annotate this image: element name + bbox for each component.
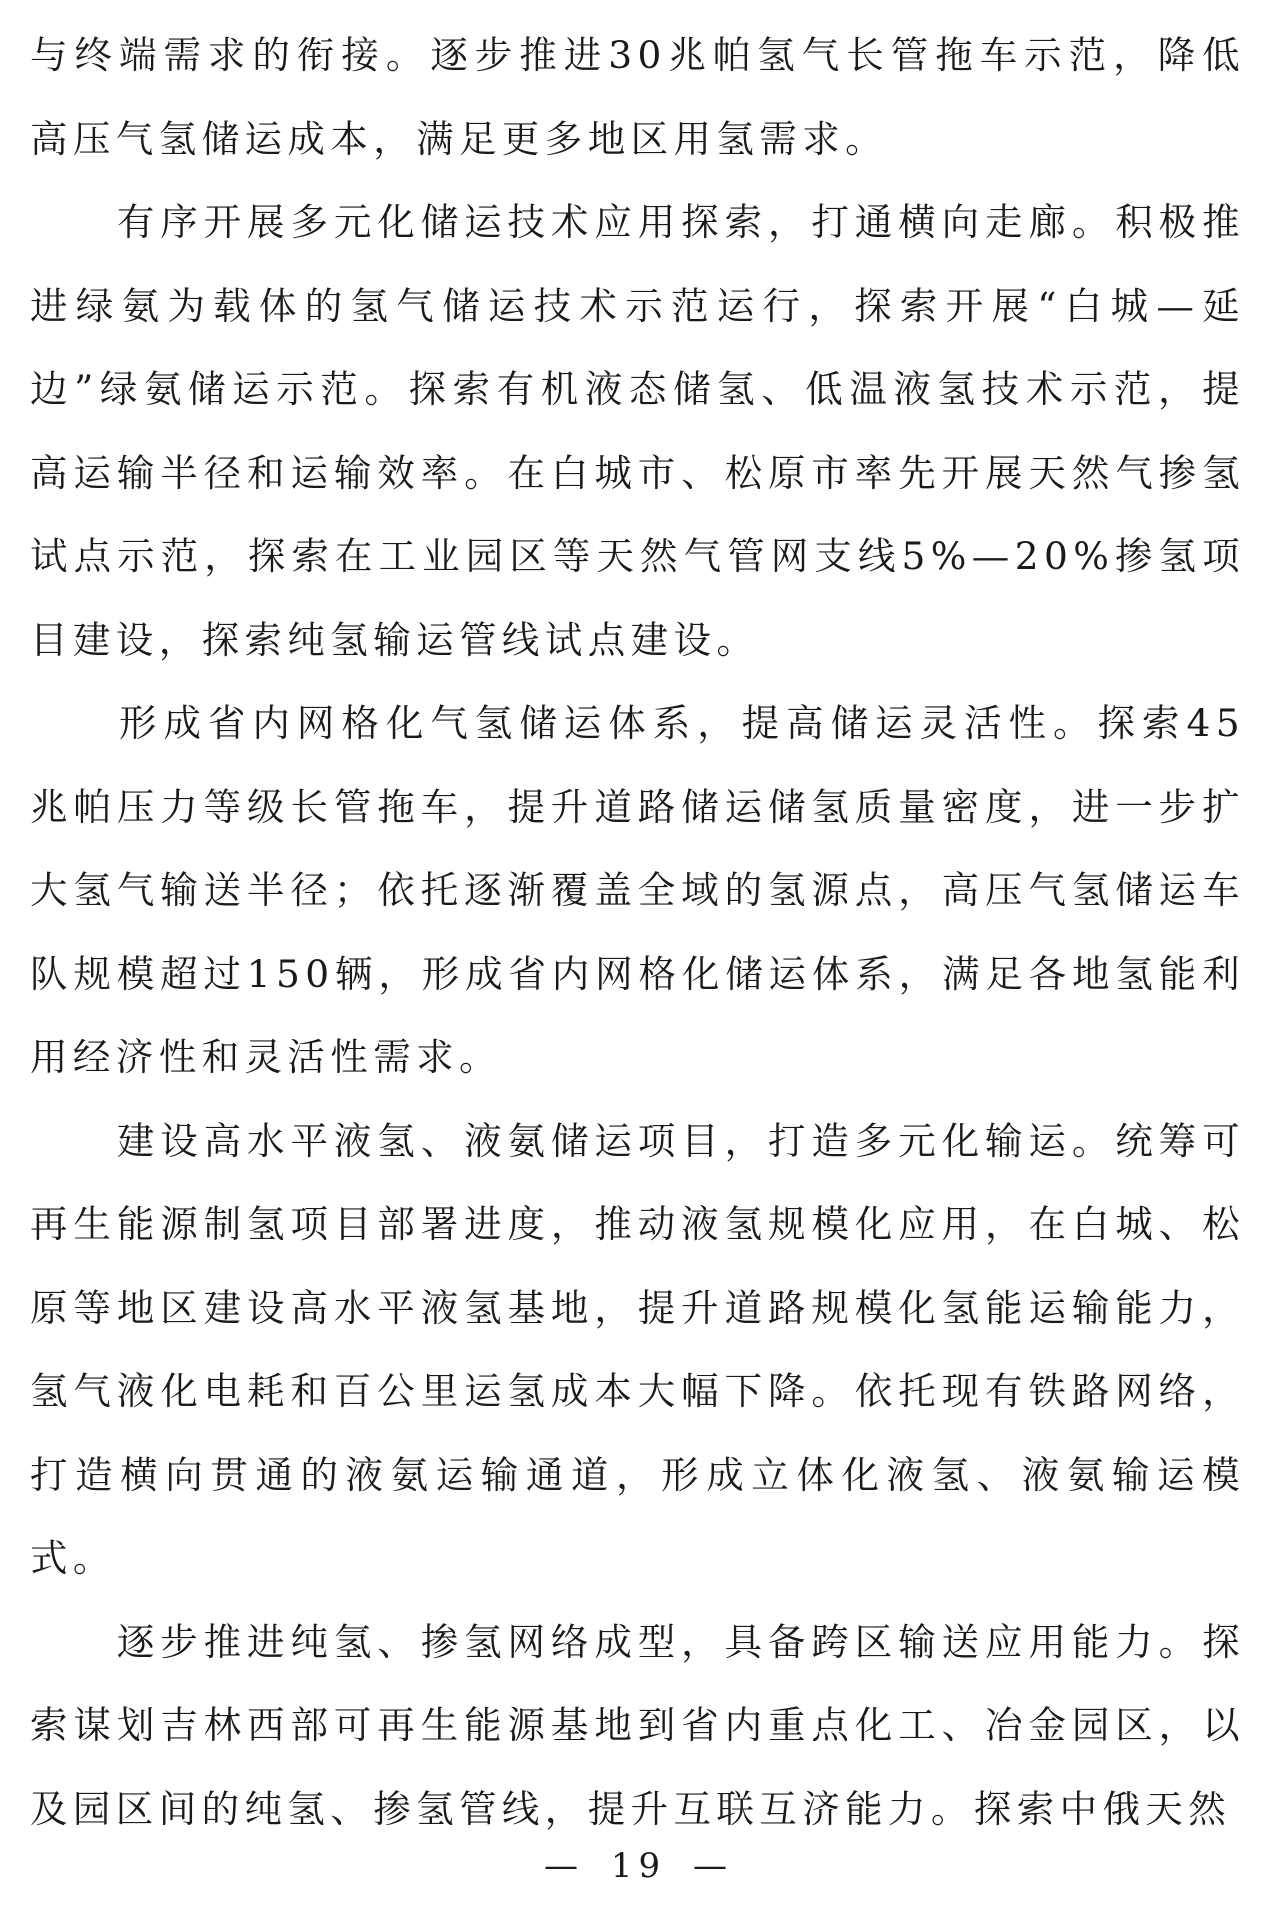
paragraph-grid-storage-system: 形成省内网格化气氢储运体系，提高储运灵活性。探索45兆帕压力等级长管拖车，提升道路储运储氢质量密度，进一步扩大氢气输送半径；依托逐渐覆盖全域的氢源点，高压气氢储运车队规模超过150辆，形成省内网格化储运体系，满足各地氢能利用经济性和灵活性需求。 xyxy=(30,701,1245,1079)
paragraph-liquid-hydrogen-ammonia: 建设高水平液氢、液氨储运项目，打造多元化输运。统筹可再生能源制氢项目部署进度，推动液氢规模化应用，在白城、松原等地区建设高水平液氢基地，提升道路规模化氢能运输能力，氢气液化电耗和百公里运氢成本大幅下降。依托现有铁路网络，打造横向贯通的液氨运输通道，形成立体化液氢、液氨输运模式。 xyxy=(30,1118,1245,1580)
paragraph-continuation: 与终端需求的衔接。逐步推进30兆帕氢气长管拖车示范，降低高压气氢储运成本，满足更多地区用氢需求。 xyxy=(30,33,1245,161)
paragraph-pipeline-network: 逐步推进纯氢、掺氢网络成型，具备跨区输送应用能力。探索谋划吉林西部可再生能源基地到省内重点化工、冶金园区，以及园区间的纯氢、掺氢管线，提升互联互济能力。探索中俄天然 xyxy=(30,1619,1245,1831)
document-body xyxy=(30,14,1245,1851)
page-number: 19 xyxy=(610,1846,667,1886)
page-number-dash-left: — xyxy=(544,1846,585,1886)
page-number-footer xyxy=(0,1846,1277,1886)
page-number-dash-right: — xyxy=(692,1846,733,1886)
paragraph-storage-technology: 有序开展多元化储运技术应用探索，打通横向走廊。积极推进绿氨为载体的氢气储运技术示范运行，探索开展“白城—延边”绿氨储运示范。探索有机液态储氢、低温液氢技术示范，提高运输半径和运输效率。在白城市、松原市率先开展天然气掺氢试点示范，探索在工业园区等天然气管网支线5%—20%掺氢项目建设，探索纯氢输运管线试点建设。 xyxy=(30,200,1245,662)
